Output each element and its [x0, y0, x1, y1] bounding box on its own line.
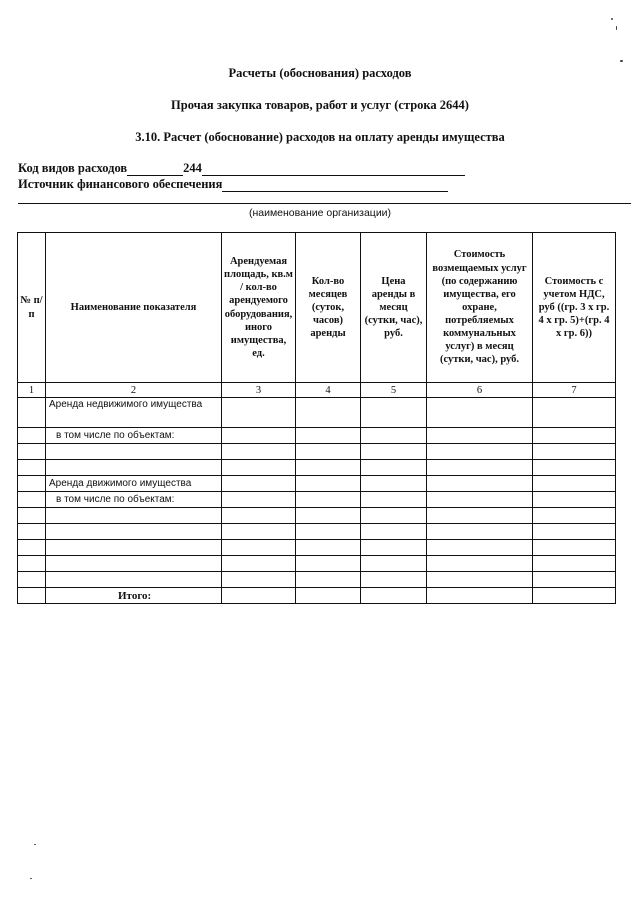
row-number-cell	[18, 588, 46, 604]
scan-speck	[34, 844, 36, 845]
table-cell[interactable]	[427, 524, 533, 540]
table-cell[interactable]	[533, 572, 616, 588]
table-cell[interactable]	[361, 524, 427, 540]
col-header-number: № п/п	[18, 233, 46, 383]
col-header-price: Цена аренды в месяц (сутки, час), руб.	[361, 233, 427, 383]
expense-code-value[interactable]: 244	[183, 161, 202, 175]
table-cell[interactable]	[427, 572, 533, 588]
table-cell[interactable]	[222, 508, 296, 524]
funding-source-row	[18, 177, 448, 192]
table-cell[interactable]	[533, 444, 616, 460]
table-cell[interactable]	[296, 508, 361, 524]
table-cell[interactable]	[533, 398, 616, 428]
row-number-cell[interactable]	[18, 460, 46, 476]
table-cell[interactable]	[427, 398, 533, 428]
row-label-cell[interactable]	[46, 460, 222, 476]
table-cell[interactable]	[427, 556, 533, 572]
funding-source-field[interactable]	[222, 178, 448, 192]
table-cell[interactable]	[427, 476, 533, 492]
table-cell[interactable]	[361, 428, 427, 444]
table-cell[interactable]	[361, 540, 427, 556]
table-row	[18, 460, 616, 476]
col-header-indicator: Наименование показателя	[46, 233, 222, 383]
table-cell[interactable]	[533, 524, 616, 540]
table-row	[18, 476, 616, 492]
row-label-movable-property: Аренда движимого имущества	[46, 476, 222, 492]
rent-calculation-table	[17, 232, 616, 604]
total-row	[18, 588, 616, 604]
table-cell[interactable]	[361, 508, 427, 524]
table-cell[interactable]	[296, 444, 361, 460]
table-cell[interactable]	[361, 572, 427, 588]
row-number-cell[interactable]	[18, 428, 46, 444]
col-header-months: Кол-во месяцев (суток, часов) аренды	[296, 233, 361, 383]
expense-code-underline-left	[127, 162, 183, 176]
scan-speck	[30, 878, 32, 879]
table-cell[interactable]	[361, 476, 427, 492]
table-cell[interactable]	[222, 492, 296, 508]
section-title: 3.10. Расчет (обоснование) расходов на оплату аренды имущества	[135, 130, 505, 144]
table-cell[interactable]	[533, 492, 616, 508]
table-row	[18, 572, 616, 588]
col-header-services-cost: Стоимость возмещаемых услуг (по содержанию имущества, его охране, потребляемых коммунальных услуг) в месяц (сутки, час), руб.	[427, 233, 533, 383]
table-row	[18, 508, 616, 524]
table-cell[interactable]	[296, 428, 361, 444]
scan-speck	[616, 26, 617, 30]
total-cell[interactable]	[296, 588, 361, 604]
table-cell[interactable]	[427, 460, 533, 476]
column-number: 4	[296, 383, 361, 398]
expense-code-row	[18, 161, 465, 176]
table-cell[interactable]	[222, 476, 296, 492]
page-title: Расчеты (обоснования) расходов	[228, 66, 412, 80]
table-cell[interactable]	[533, 556, 616, 572]
row-number-cell[interactable]	[18, 508, 46, 524]
table-row	[18, 524, 616, 540]
table-cell[interactable]	[361, 460, 427, 476]
total-cell[interactable]	[361, 588, 427, 604]
table-cell[interactable]	[296, 492, 361, 508]
row-label-cell[interactable]	[46, 556, 222, 572]
funding-source-label: Источник финансового обеспечения	[18, 177, 223, 191]
row-label-cell[interactable]	[46, 572, 222, 588]
table-cell[interactable]	[427, 444, 533, 460]
table-cell[interactable]	[222, 572, 296, 588]
row-number-cell[interactable]	[18, 476, 46, 492]
table-cell[interactable]	[427, 508, 533, 524]
expense-code-label: Код видов расходов	[18, 161, 128, 175]
table-cell[interactable]	[296, 524, 361, 540]
table-cell[interactable]	[533, 476, 616, 492]
table-row	[18, 428, 616, 444]
table-row	[18, 398, 616, 428]
table-row	[18, 492, 616, 508]
table-cell[interactable]	[222, 398, 296, 428]
column-number: 7	[533, 383, 616, 398]
total-label: Итого:	[46, 588, 222, 604]
row-number-cell[interactable]	[18, 540, 46, 556]
column-number: 3	[222, 383, 296, 398]
row-number-cell[interactable]	[18, 398, 46, 428]
table-cell[interactable]	[361, 398, 427, 428]
total-cell[interactable]	[222, 588, 296, 604]
row-number-cell[interactable]	[18, 556, 46, 572]
table-header-row	[18, 233, 616, 383]
row-number-cell[interactable]	[18, 524, 46, 540]
scan-speck	[611, 18, 613, 20]
col-header-total-vat: Стоимость с учетом НДС, руб ((гр. 3 х гр. 4 х гр. 5)+(гр. 4 х гр. 6))	[533, 233, 616, 383]
table-cell[interactable]	[222, 444, 296, 460]
row-number-cell[interactable]	[18, 444, 46, 460]
table-cell[interactable]	[533, 460, 616, 476]
col-header-area: Арендуемая площадь, кв.м / кол-во арендуемого оборудования, иного имущества, ед.	[222, 233, 296, 383]
scan-speck	[620, 60, 623, 62]
expense-code-underline-right	[202, 162, 465, 176]
table-cell[interactable]	[427, 540, 533, 556]
table-cell[interactable]	[296, 460, 361, 476]
total-cell[interactable]	[427, 588, 533, 604]
table-cell[interactable]	[361, 492, 427, 508]
column-number: 1	[18, 383, 46, 398]
column-number: 5	[361, 383, 427, 398]
total-cell[interactable]	[533, 588, 616, 604]
row-number-cell[interactable]	[18, 492, 46, 508]
table-cell[interactable]	[533, 428, 616, 444]
table-cell[interactable]	[361, 444, 427, 460]
column-number: 2	[46, 383, 222, 398]
table-cell[interactable]	[427, 428, 533, 444]
row-label-cell[interactable]	[46, 524, 222, 540]
table-cell[interactable]	[296, 398, 361, 428]
row-label-by-objects: в том числе по объектам:	[46, 428, 222, 444]
row-label-cell[interactable]	[46, 444, 222, 460]
row-label-real-estate: Аренда недвижимого имущества	[46, 398, 222, 428]
table-cell[interactable]	[222, 556, 296, 572]
table-cell[interactable]	[296, 476, 361, 492]
column-number: 6	[427, 383, 533, 398]
table-cell[interactable]	[222, 524, 296, 540]
table-cell[interactable]	[222, 460, 296, 476]
row-label-by-objects: в том числе по объектам:	[46, 492, 222, 508]
row-number-cell[interactable]	[18, 572, 46, 588]
organization-name-line[interactable]	[18, 203, 631, 204]
table-cell[interactable]	[361, 556, 427, 572]
column-number-row	[18, 383, 616, 398]
table-row	[18, 540, 616, 556]
table-cell[interactable]	[427, 492, 533, 508]
table-cell[interactable]	[222, 428, 296, 444]
table-cell[interactable]	[296, 556, 361, 572]
page-subtitle: Прочая закупка товаров, работ и услуг (строка 2644)	[171, 98, 469, 112]
table-row	[18, 556, 616, 572]
table-cell[interactable]	[296, 572, 361, 588]
row-label-cell[interactable]	[46, 508, 222, 524]
table-cell[interactable]	[533, 540, 616, 556]
row-label-cell[interactable]	[46, 540, 222, 556]
table-cell[interactable]	[222, 540, 296, 556]
table-row	[18, 444, 616, 460]
organization-caption: (наименование организации)	[248, 207, 392, 219]
table-cell[interactable]	[533, 508, 616, 524]
table-cell[interactable]	[296, 540, 361, 556]
